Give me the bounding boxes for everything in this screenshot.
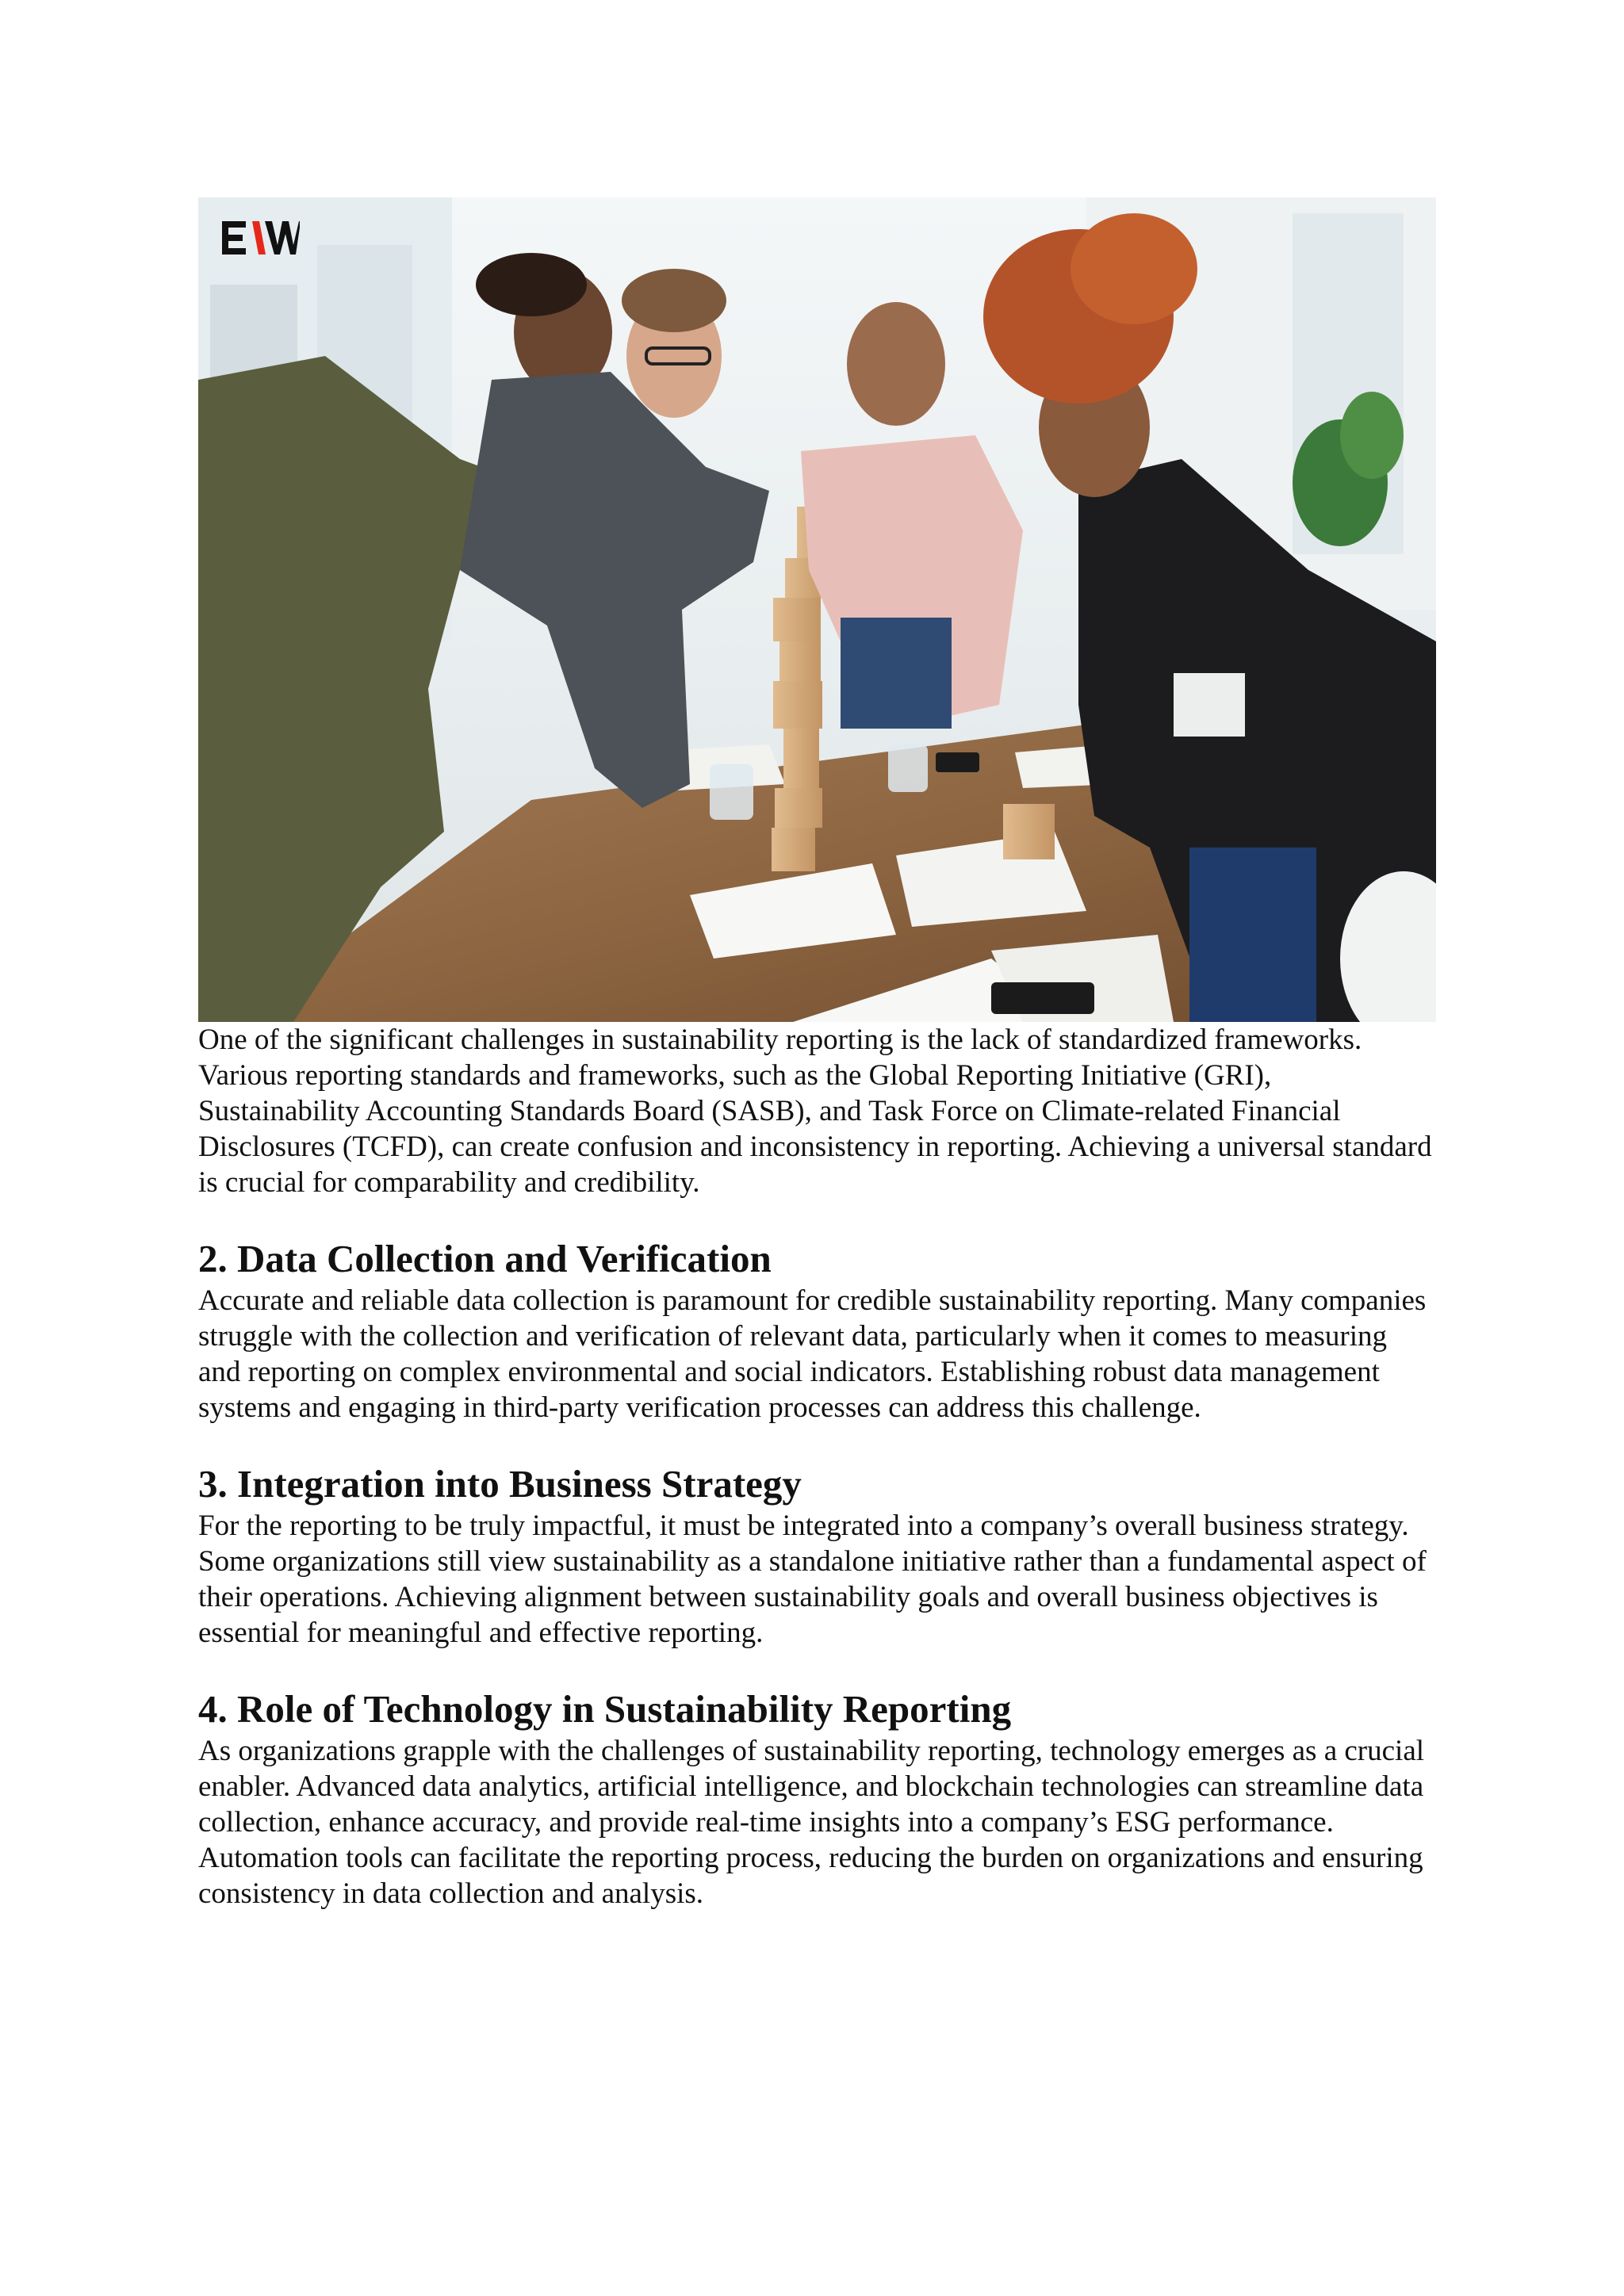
section-paragraph-data-collection: Accurate and reliable data collection is paramount for credible sustainability reporting. Many companies struggle with the collection and verification of relevant data, particularly when it comes to measuring and reporting on complex environmental and social indicators. Establishing robust data management systems and engaging in third-party verification processes can address this challenge. bbox=[198, 1284, 1427, 1424]
brand-logo bbox=[222, 220, 300, 256]
article-body bbox=[198, 1022, 1436, 1911]
photo-illustration bbox=[198, 197, 1436, 1022]
intro-paragraph: One of the significant challenges in sustainability reporting is the lack of standardized frameworks. Various reporting standards and frameworks, such as the Global Reporting Initiative (GRI), Sustainability Accounting Standards Board (SASB), and Task Force on Climate-related Financial Disclosures (TCFD), can create confusion and inconsistency in reporting. Achieving a universal standard is crucial for comparability and credibility. bbox=[198, 1024, 1432, 1199]
section-paragraph-business-strategy: For the reporting to be truly impactful, it must be integrated into a company’s overall business strategy. Some organizations still view sustainability as a standalone initiative rather than a fundamental aspect of their operations. Achieving alignment between sustainability goals and overall business objectives is essential for meaningful and effective reporting. bbox=[198, 1510, 1427, 1649]
section-paragraph-technology: As organizations grapple with the challenges of sustainability reporting, technology emerges as a crucial enabler. Advanced data analytics, artificial intelligence, and blockchain technologies can streamline data collection, enhance accuracy, and provide real-time insights into a company’s ESG performance. Automation tools can facilitate the reporting process, reducing the burden on organizations and ensuring consistency in data collection and analysis. bbox=[198, 1735, 1425, 1910]
section-heading-business-strategy: 3. Integration into Business Strategy bbox=[198, 1462, 802, 1506]
team-meeting-photo bbox=[198, 197, 1436, 1022]
ew-logo-mark bbox=[222, 220, 300, 256]
section-heading-data-collection: 2. Data Collection and Verification bbox=[198, 1237, 772, 1280]
section-heading-technology: 4. Role of Technology in Sustainability Reporting bbox=[198, 1687, 1012, 1731]
